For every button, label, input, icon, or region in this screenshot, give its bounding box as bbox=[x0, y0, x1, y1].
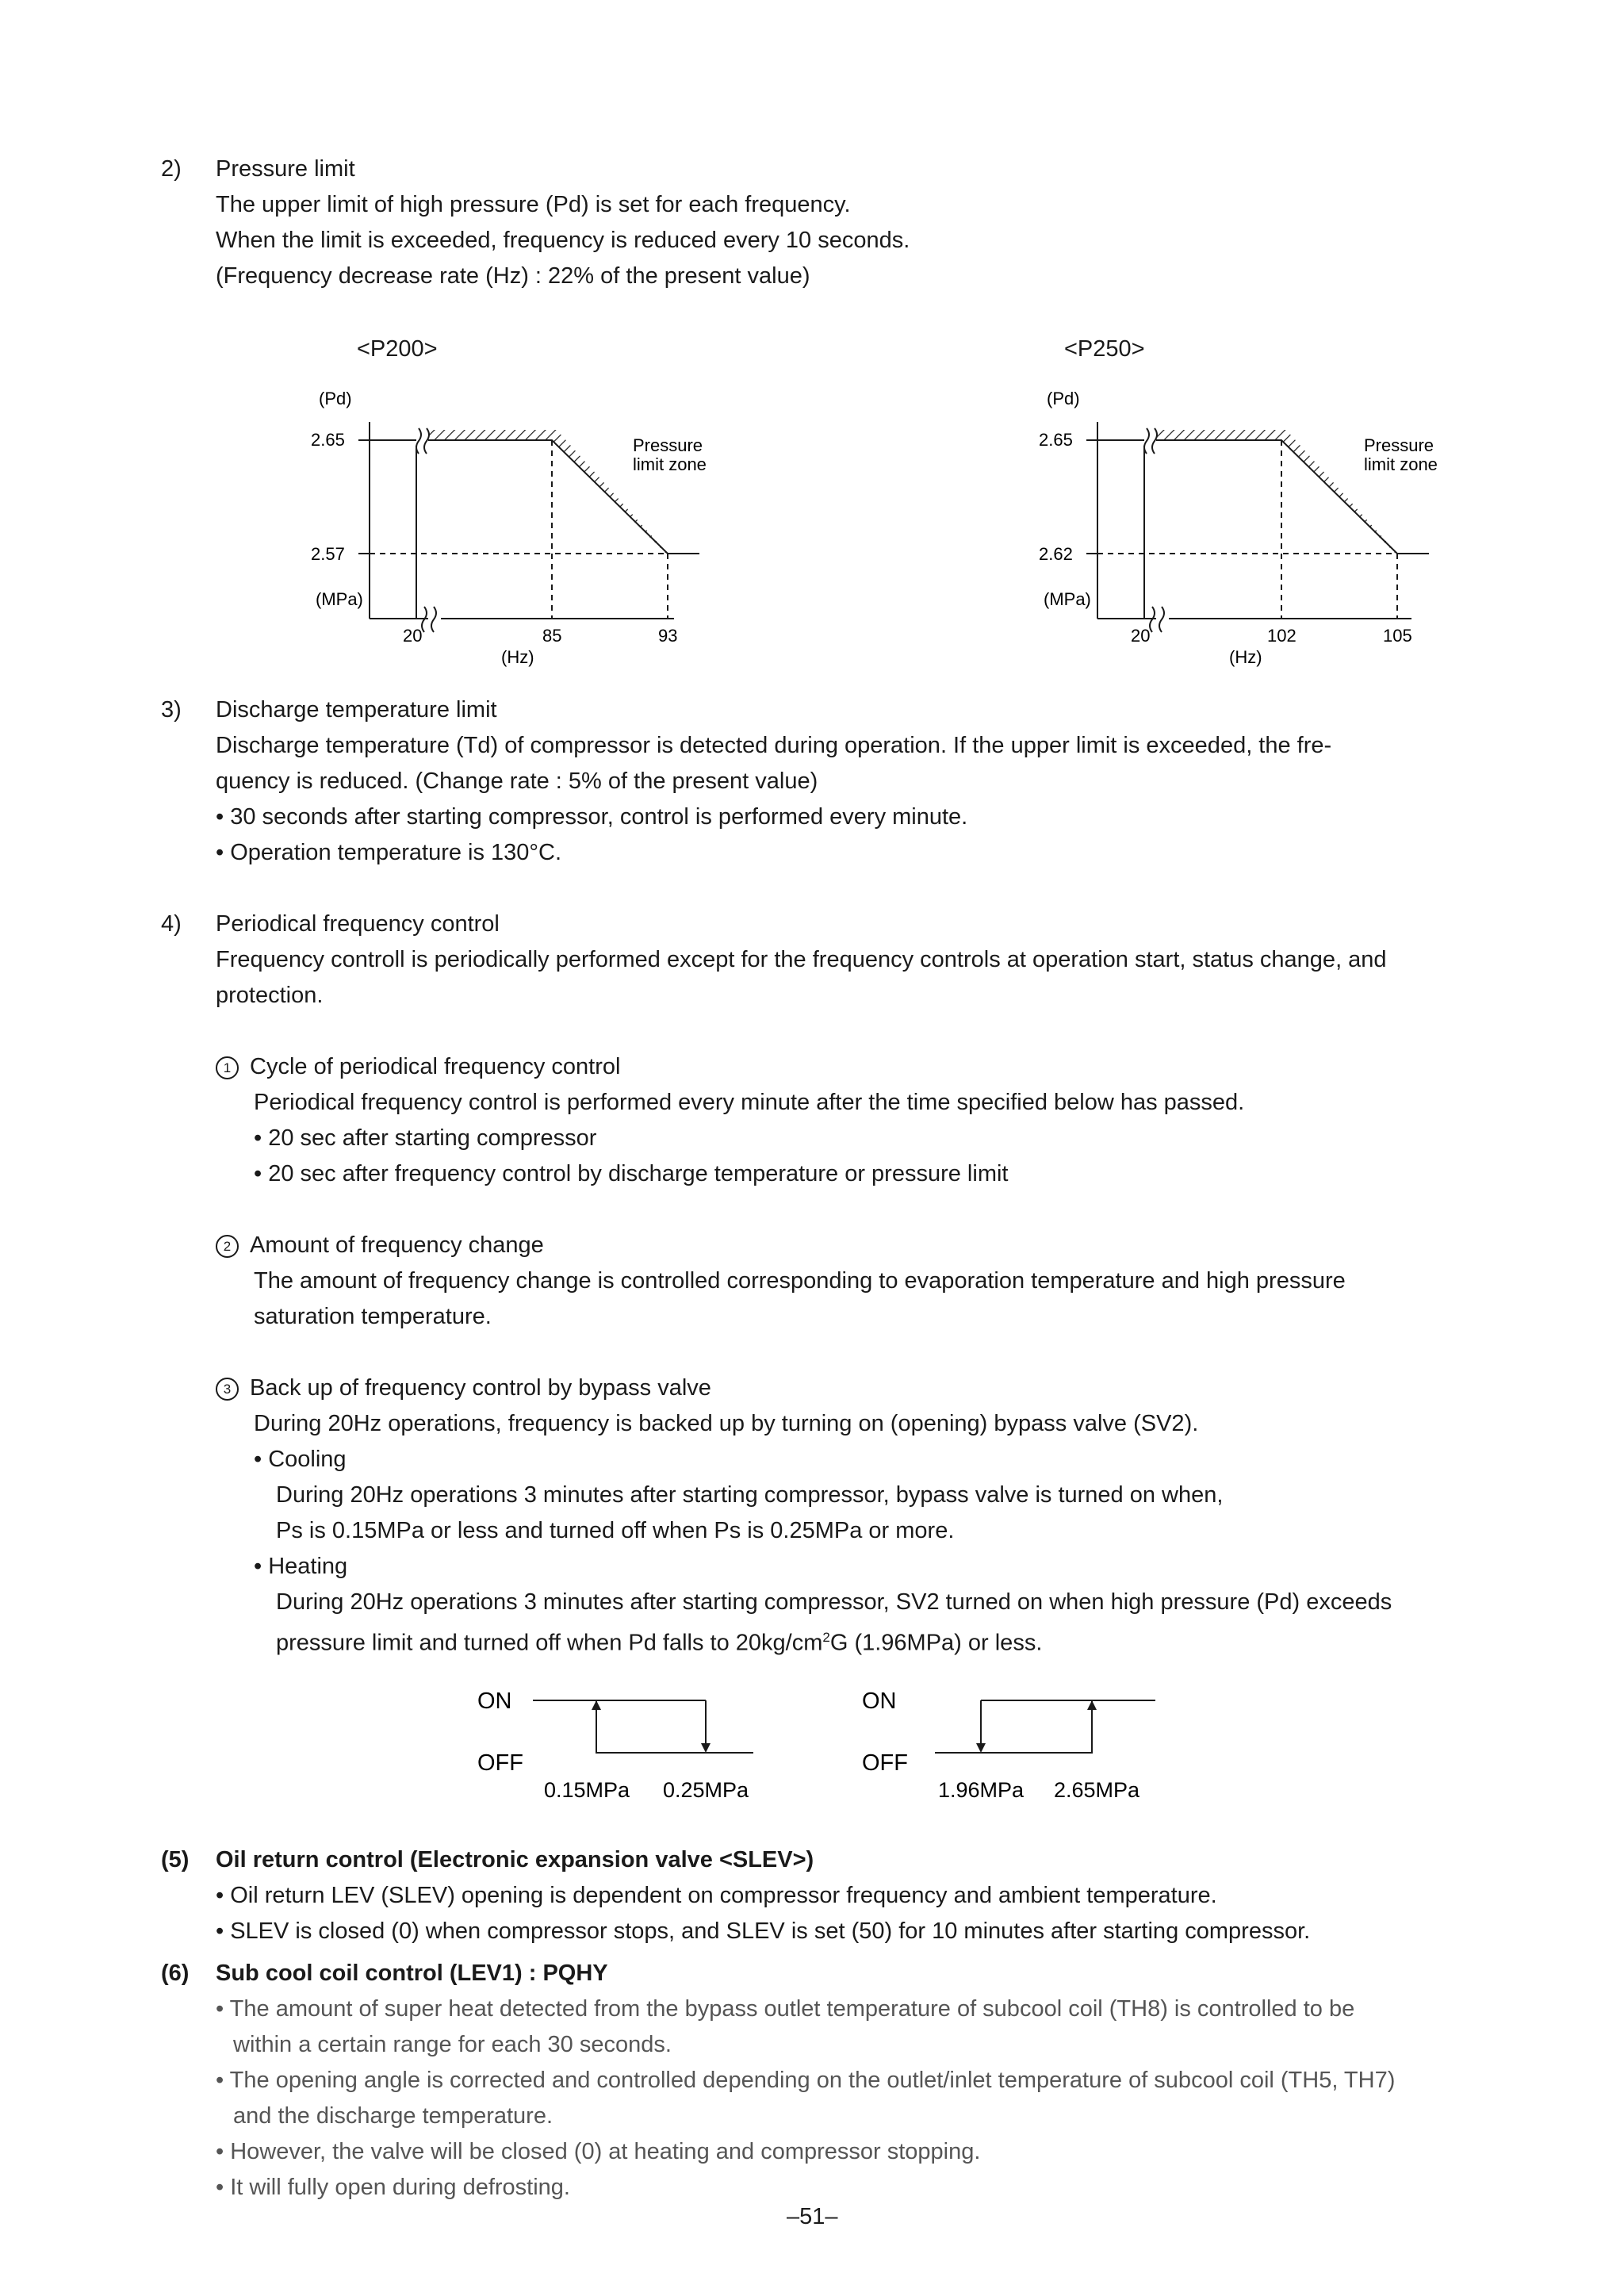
axis-break-icon bbox=[422, 607, 436, 632]
cooling-line: Ps is 0.15MPa or less and turned off when Ps is 0.25MPa or more. bbox=[276, 1518, 955, 1543]
item-3-title: Back up of frequency control by bypass valve bbox=[250, 1375, 711, 1401]
threshold-label: 1.96MPa bbox=[938, 1778, 1025, 1802]
section-2-line: The upper limit of high pressure (Pd) is set for each frequency. bbox=[216, 192, 851, 217]
item-3-heading bbox=[216, 1374, 711, 1401]
threshold-label: 0.15MPa bbox=[544, 1778, 630, 1802]
section-3-number: 3) bbox=[161, 697, 182, 723]
heating-line-text: G (1.96MPa) or less. bbox=[829, 1630, 1043, 1656]
zone-label: Pressure bbox=[633, 435, 703, 455]
y-unit-label: (Pd) bbox=[319, 389, 352, 408]
section-5-number: (5) bbox=[161, 1847, 190, 1872]
bypass-valve-switch-diagram-heating bbox=[852, 1673, 1170, 1816]
x-tick: 20 bbox=[403, 626, 423, 646]
zone-label: limit zone bbox=[1364, 454, 1438, 474]
item-1-line: • 20 sec after starting compressor bbox=[254, 1125, 597, 1151]
pressure-limit-hatch bbox=[428, 430, 668, 554]
section-6-line: • However, the valve will be closed (0) at heating and compressor stopping. bbox=[216, 2139, 981, 2164]
section-6-line: within a certain range for each 30 seconds. bbox=[233, 2032, 672, 2057]
x-tick: 85 bbox=[542, 626, 562, 646]
section-2-number: 2) bbox=[161, 156, 182, 182]
arrow-up-icon bbox=[1087, 1700, 1097, 1710]
y-tick-high: 2.65 bbox=[1039, 430, 1073, 450]
bypass-valve-switch-diagram-cooling bbox=[468, 1673, 769, 1816]
x-unit-label: (Hz) bbox=[501, 647, 534, 667]
pressure-limit-hatch bbox=[1156, 430, 1397, 554]
item-1-title: Cycle of periodical frequency control bbox=[250, 1054, 621, 1079]
item-1-line: • 20 sec after frequency control by discharge temperature or pressure limit bbox=[254, 1161, 1009, 1186]
off-label: OFF bbox=[477, 1750, 523, 1776]
y-unit-label: (Pd) bbox=[1047, 389, 1080, 408]
cooling-line: During 20Hz operations 3 minutes after starting compressor, bypass valve is turned on when, bbox=[276, 1482, 1224, 1508]
zone-label: limit zone bbox=[633, 454, 707, 474]
section-4-line: protection. bbox=[216, 983, 324, 1008]
heating-line bbox=[276, 1624, 1042, 1657]
x-tick: 93 bbox=[658, 626, 678, 646]
section-3-line: • Operation temperature is 130°C. bbox=[216, 840, 562, 865]
chart-title-p250: <P250> bbox=[1064, 336, 1145, 362]
heating-title: • Heating bbox=[254, 1554, 348, 1579]
section-6-line: • The amount of super heat detected from the bypass outlet temperature of subcool coil (TH8) is controlled to be bbox=[216, 1996, 1355, 2022]
arrow-down-icon bbox=[701, 1743, 710, 1753]
section-4-title: Periodical frequency control bbox=[216, 911, 500, 937]
y-tick-high: 2.65 bbox=[311, 430, 345, 450]
y-tick-low: 2.62 bbox=[1039, 544, 1073, 564]
section-2-title: Pressure limit bbox=[216, 156, 355, 182]
on-label: ON bbox=[477, 1688, 512, 1714]
section-6-title: Sub cool coil control (LEV1) : PQHY bbox=[216, 1961, 608, 1986]
section-3-title: Discharge temperature limit bbox=[216, 697, 497, 723]
circled-number-2: 2 bbox=[216, 1235, 239, 1258]
section-5-line: • SLEV is closed (0) when compressor stops, and SLEV is set (50) for 10 minutes after starting compressor. bbox=[216, 1918, 1311, 1944]
threshold-label: 2.65MPa bbox=[1054, 1778, 1140, 1802]
pressure-limit-chart-p250 bbox=[1031, 381, 1459, 674]
x-tick: 102 bbox=[1267, 626, 1297, 646]
y-axis-unit: (MPa) bbox=[316, 589, 363, 609]
x-unit-label: (Hz) bbox=[1229, 647, 1262, 667]
heating-line-text: pressure limit and turned off when Pd falls to 20kg/cm bbox=[276, 1630, 823, 1656]
arrow-down-icon bbox=[976, 1743, 986, 1753]
off-label: OFF bbox=[862, 1750, 908, 1776]
section-3-line: • 30 seconds after starting compressor, control is performed every minute. bbox=[216, 804, 968, 830]
item-3-line: During 20Hz operations, frequency is backed up by turning on (opening) bypass valve (SV2). bbox=[254, 1411, 1199, 1436]
item-2-heading bbox=[216, 1232, 544, 1259]
superscript: 2 bbox=[822, 1630, 830, 1645]
item-1-line: Periodical frequency control is performed every minute after the time specified below has passed. bbox=[254, 1090, 1245, 1115]
y-tick-low: 2.57 bbox=[311, 544, 345, 564]
section-5-line: • Oil return LEV (SLEV) opening is dependent on compressor frequency and ambient temperature. bbox=[216, 1883, 1217, 1908]
pressure-limit-chart-p200 bbox=[301, 381, 730, 674]
x-tick: 105 bbox=[1383, 626, 1412, 646]
section-2-line: When the limit is exceeded, frequency is reduced every 10 seconds. bbox=[216, 228, 910, 253]
axis-break-icon bbox=[1144, 428, 1157, 454]
threshold-label: 0.25MPa bbox=[663, 1778, 749, 1802]
zone-label: Pressure bbox=[1364, 435, 1434, 455]
item-2-line: The amount of frequency change is controlled corresponding to evaporation temperature and high pressure bbox=[254, 1268, 1346, 1294]
heating-line: During 20Hz operations 3 minutes after starting compressor, SV2 turned on when high pressure (Pd) exceeds bbox=[276, 1589, 1392, 1615]
section-6-line: and the discharge temperature. bbox=[233, 2103, 553, 2129]
section-3-line: Discharge temperature (Td) of compressor is detected during operation. If the upper limit is exceeded, the fre- bbox=[216, 733, 1332, 758]
section-5-title: Oil return control (Electronic expansion valve <SLEV>) bbox=[216, 1847, 814, 1872]
arrow-up-icon bbox=[592, 1700, 601, 1710]
section-6-number: (6) bbox=[161, 1961, 190, 1986]
circled-number-1: 1 bbox=[216, 1056, 239, 1079]
cooling-title: • Cooling bbox=[254, 1447, 347, 1472]
circled-number-3: 3 bbox=[216, 1378, 239, 1401]
x-tick: 20 bbox=[1131, 626, 1151, 646]
section-6-line: • It will fully open during defrosting. bbox=[216, 2175, 570, 2200]
item-2-title: Amount of frequency change bbox=[250, 1232, 544, 1258]
item-1-heading bbox=[216, 1053, 620, 1080]
y-axis-unit: (MPa) bbox=[1044, 589, 1091, 609]
page-number: –51– bbox=[787, 2204, 838, 2229]
item-2-line: saturation temperature. bbox=[254, 1304, 492, 1329]
section-2-line: (Frequency decrease rate (Hz) : 22% of the present value) bbox=[216, 263, 810, 289]
axis-break-icon bbox=[1150, 607, 1164, 632]
section-6-line: • The opening angle is corrected and controlled depending on the outlet/inlet temperature of subcool coil (TH5, TH7) bbox=[216, 2068, 1396, 2093]
section-3-line: quency is reduced. (Change rate : 5% of the present value) bbox=[216, 769, 818, 794]
section-4-number: 4) bbox=[161, 911, 182, 937]
axis-break-icon bbox=[416, 428, 429, 454]
section-4-line: Frequency controll is periodically performed except for the frequency controls at operation start, status change, and bbox=[216, 947, 1387, 972]
hysteresis-line bbox=[596, 1700, 753, 1753]
hysteresis-line bbox=[935, 1700, 1092, 1753]
chart-title-p200: <P200> bbox=[357, 336, 438, 362]
on-label: ON bbox=[862, 1688, 897, 1714]
